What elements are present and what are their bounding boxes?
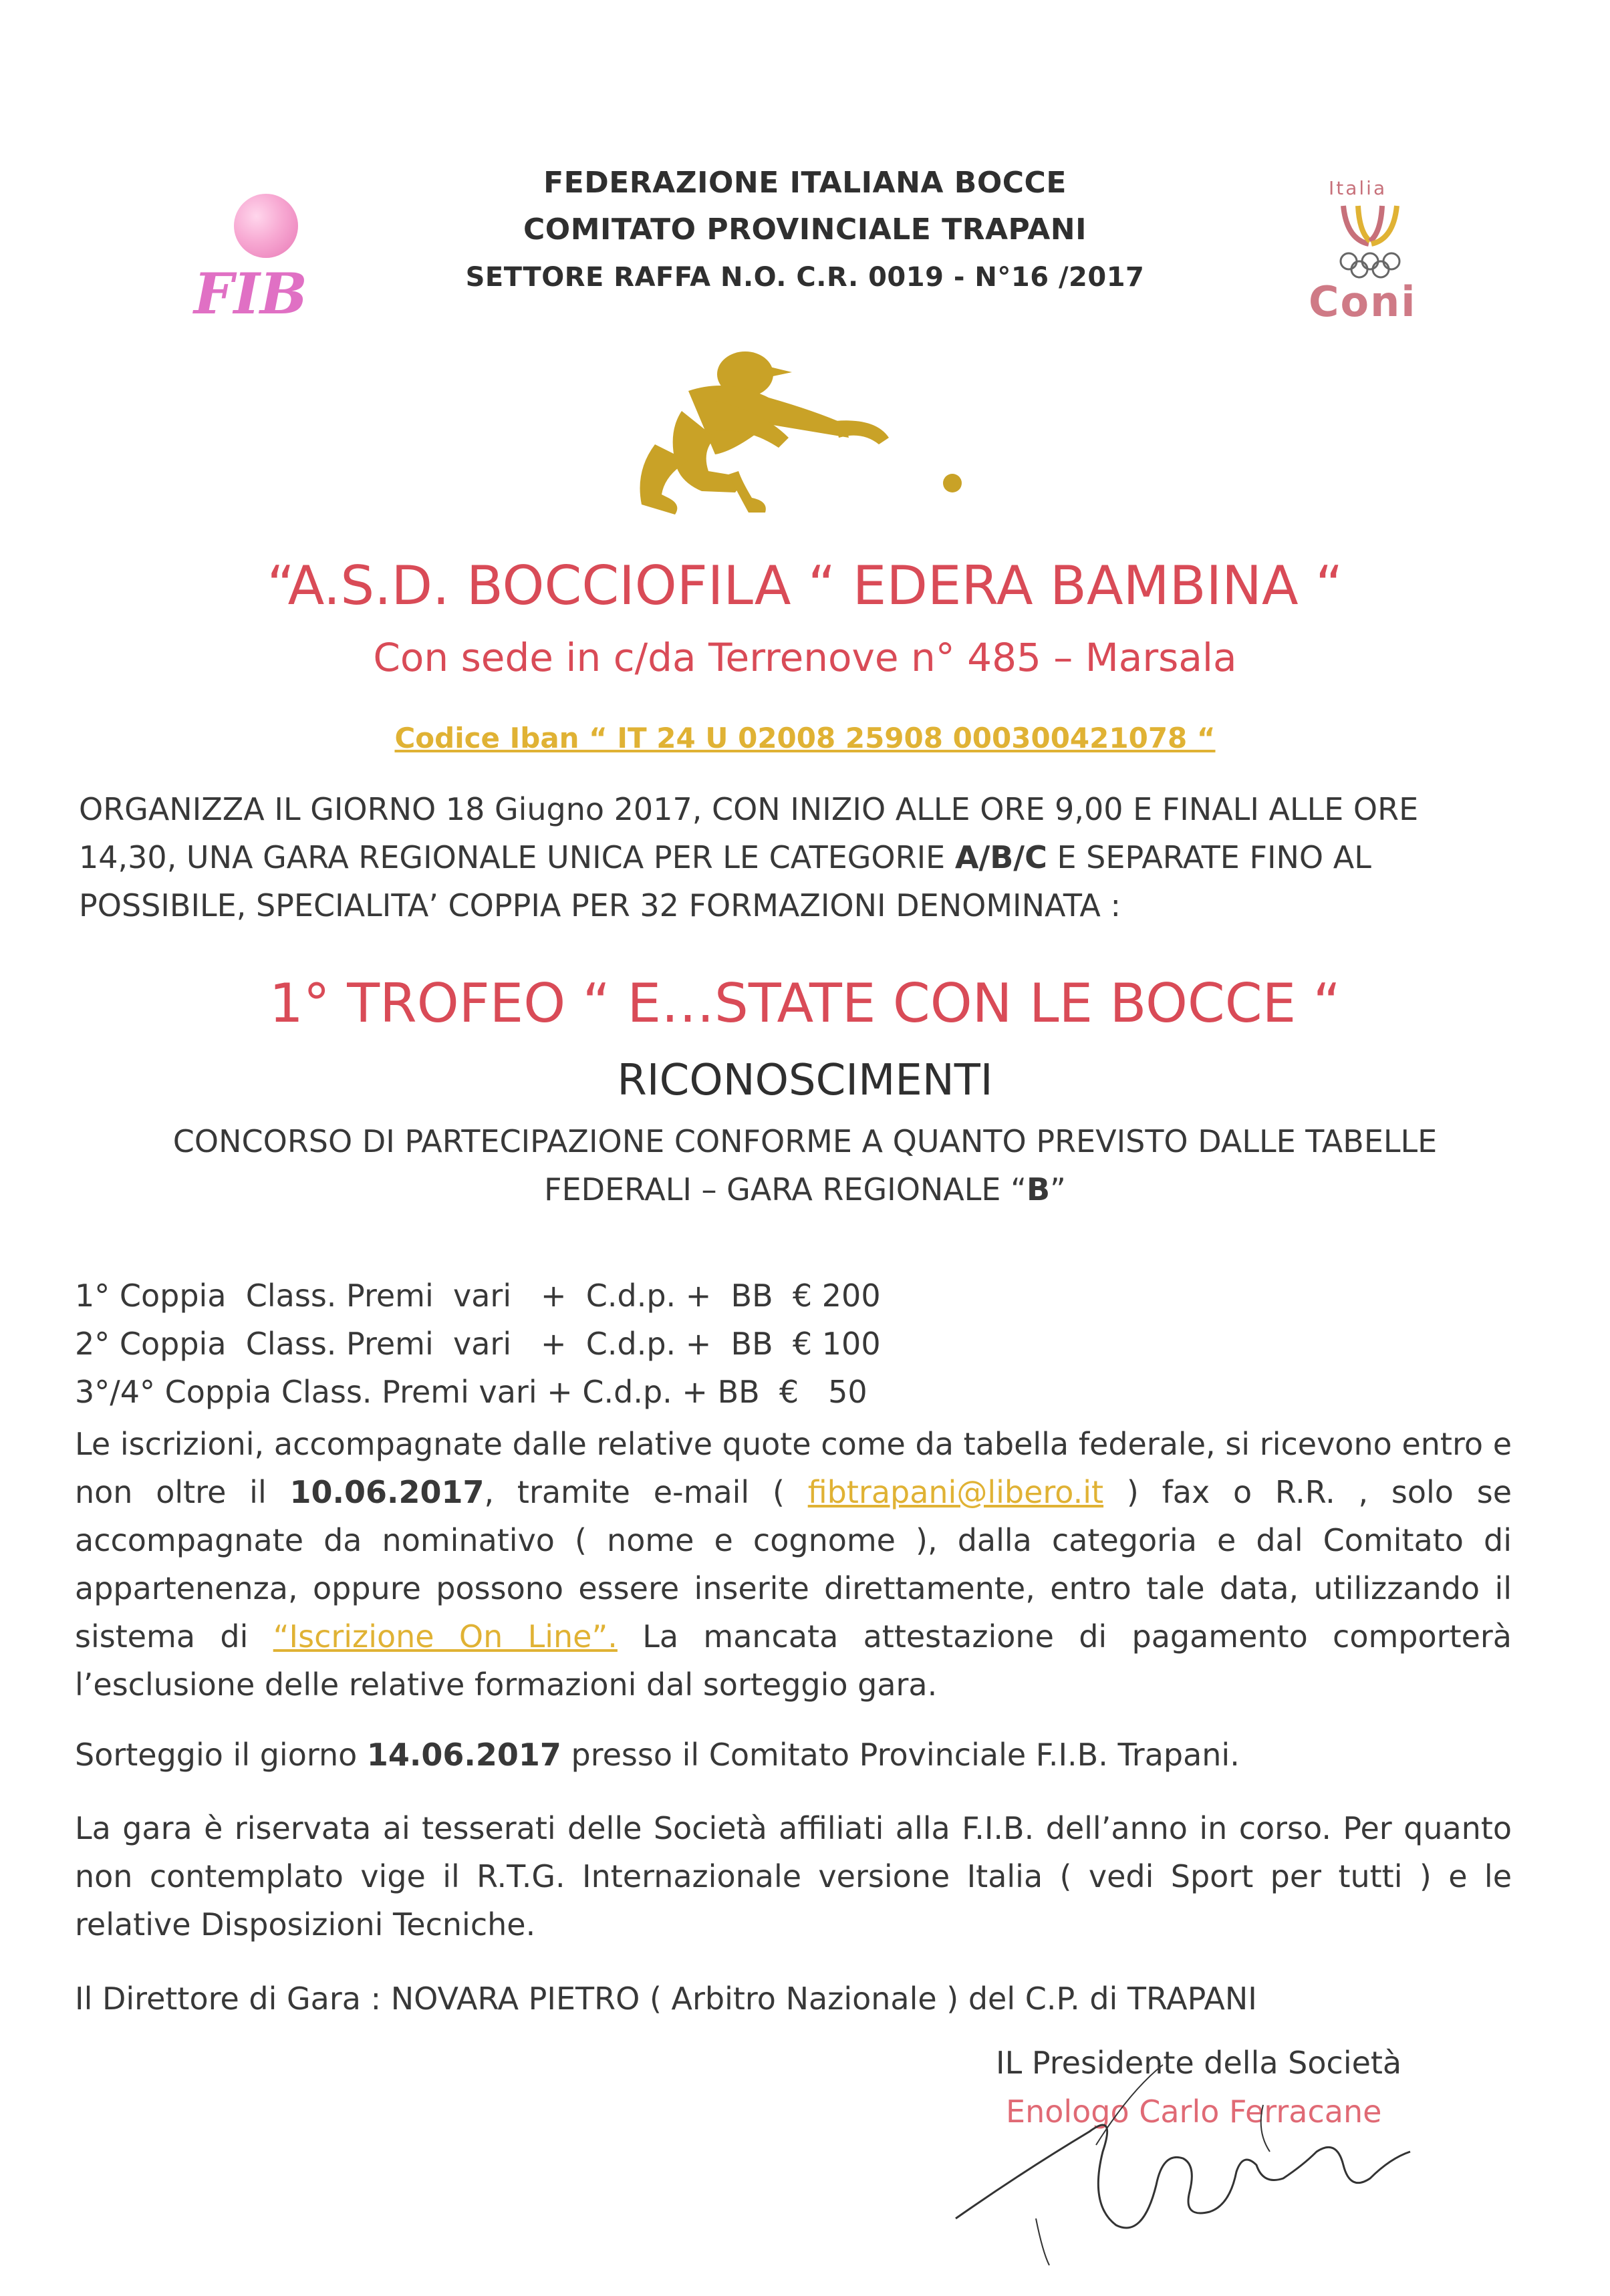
bocce-ball-icon	[234, 194, 298, 258]
header-sector: SETTORE RAFFA N.O. C.R. 0019 - N°16 /2017	[465, 262, 1145, 293]
eligibility-paragraph: La gara è riservata ai tesserati delle Società affiliati alla F.I.B. dell’anno in corso. Per quanto non contemplato vige il R.T.G. Internazionale versione Italia ( vedi Sport per tutti ) e le relative Disposizioni Tecniche.	[75, 1810, 1512, 1943]
draw-paragraph: Sorteggio il giorno 14.06.2017 presso il Comitato Provinciale F.I.B. Trapani.	[75, 1737, 1240, 1773]
email-link[interactable]: fibtrapani@libero.it	[807, 1474, 1104, 1510]
registration-paragraph: Le iscrizioni, accompagnate dalle relative quote come da tabella federale, si ricevono entro e non oltre il 10.06.2017, tramite e-mail ( fibtrapani@libero.it ) fax o R.R. , solo se accompagnate da nominativo ( nome e cognome ), dalla categoria e dal Comitato di appartenenza, oppure possono essere inserite direttamente, entro tale data, utilizzando il sistema di “Iscrizione On Line”. La mancata attestazione di pagamento comporterà l’esclusione delle relative formazioni dal sorteggio gara.	[75, 1426, 1512, 1703]
signature-icon	[942, 2051, 1477, 2279]
concorso-line-2: FEDERALI – GARA REGIONALE “B”	[544, 1171, 1066, 1207]
header-federation: FEDERAZIONE ITALIANA BOCCE	[543, 166, 1067, 200]
concorso-line-1: CONCORSO DI PARTECIPAZIONE CONFORME A QUANTO PREVISTO DALLE TABELLE	[172, 1123, 1438, 1159]
coni-italia-text: Italia	[1329, 177, 1387, 199]
concorso-text	[0, 1117, 1610, 1213]
draw-date: 14.06.2017	[366, 1737, 561, 1773]
fib-logo	[180, 180, 354, 334]
iban-code: Codice Iban “ IT 24 U 02008 25908 000300421078 “	[394, 722, 1216, 754]
concorso-grade: B	[1026, 1171, 1050, 1207]
fib-logo-text: FIB	[194, 261, 307, 327]
trophy-title: 1° TROFEO “ E…STATE CON LE BOCCE “	[269, 972, 1341, 1034]
club-address: Con sede in c/da Terrenove n° 485 – Marsala	[373, 635, 1237, 680]
club-name: “A.S.D. BOCCIOFILA “ EDERA BAMBINA “	[267, 555, 1343, 617]
president-title: IL Presidente della Società	[996, 2045, 1402, 2081]
prize-line-1: 1° Coppia Class. Premi vari + C.d.p. + BB € 200	[75, 1278, 881, 1314]
race-director: Il Direttore di Gara : NOVARA PIETRO ( Arbitro Nazionale ) del C.P. di TRAPANI	[75, 1981, 1257, 2017]
online-registration-link[interactable]: “Iscrizione On Line”.	[273, 1618, 618, 1655]
riconoscimenti-heading: RICONOSCIMENTI	[617, 1056, 993, 1105]
prize-line-3: 3°/4° Coppia Class. Premi vari + C.d.p. + BB € 50	[75, 1374, 867, 1410]
prize-line-2: 2° Coppia Class. Premi vari + C.d.p. + BB € 100	[75, 1326, 881, 1362]
coni-logo-text: Coni	[1309, 277, 1417, 326]
intro-text-2: E SEPARATE FINO AL POSSIBILE, SPECIALITA’ COPPIA PER 32 FORMAZIONI DENOMINATA :	[79, 839, 1371, 923]
coni-emblem-icon	[1330, 202, 1410, 283]
intro-text-1: ORGANIZZA IL GIORNO 18 Giugno 2017, CON INIZIO ALLE ORE 9,00 E FINALI ALLE ORE 14,30, UNA GARA REGIONALE UNICA PER LE CATEGORIE	[79, 791, 1419, 875]
intro-paragraph	[79, 785, 1496, 929]
president-name: Enologo Carlo Ferracane	[1006, 2094, 1382, 2130]
header-committee: COMITATO PROVINCIALE TRAPANI	[523, 212, 1087, 247]
registration-deadline: 10.06.2017	[289, 1474, 485, 1510]
intro-categories: A/B/C	[954, 839, 1047, 875]
coni-logo	[1290, 170, 1444, 337]
bocce-player-icon	[615, 337, 962, 531]
